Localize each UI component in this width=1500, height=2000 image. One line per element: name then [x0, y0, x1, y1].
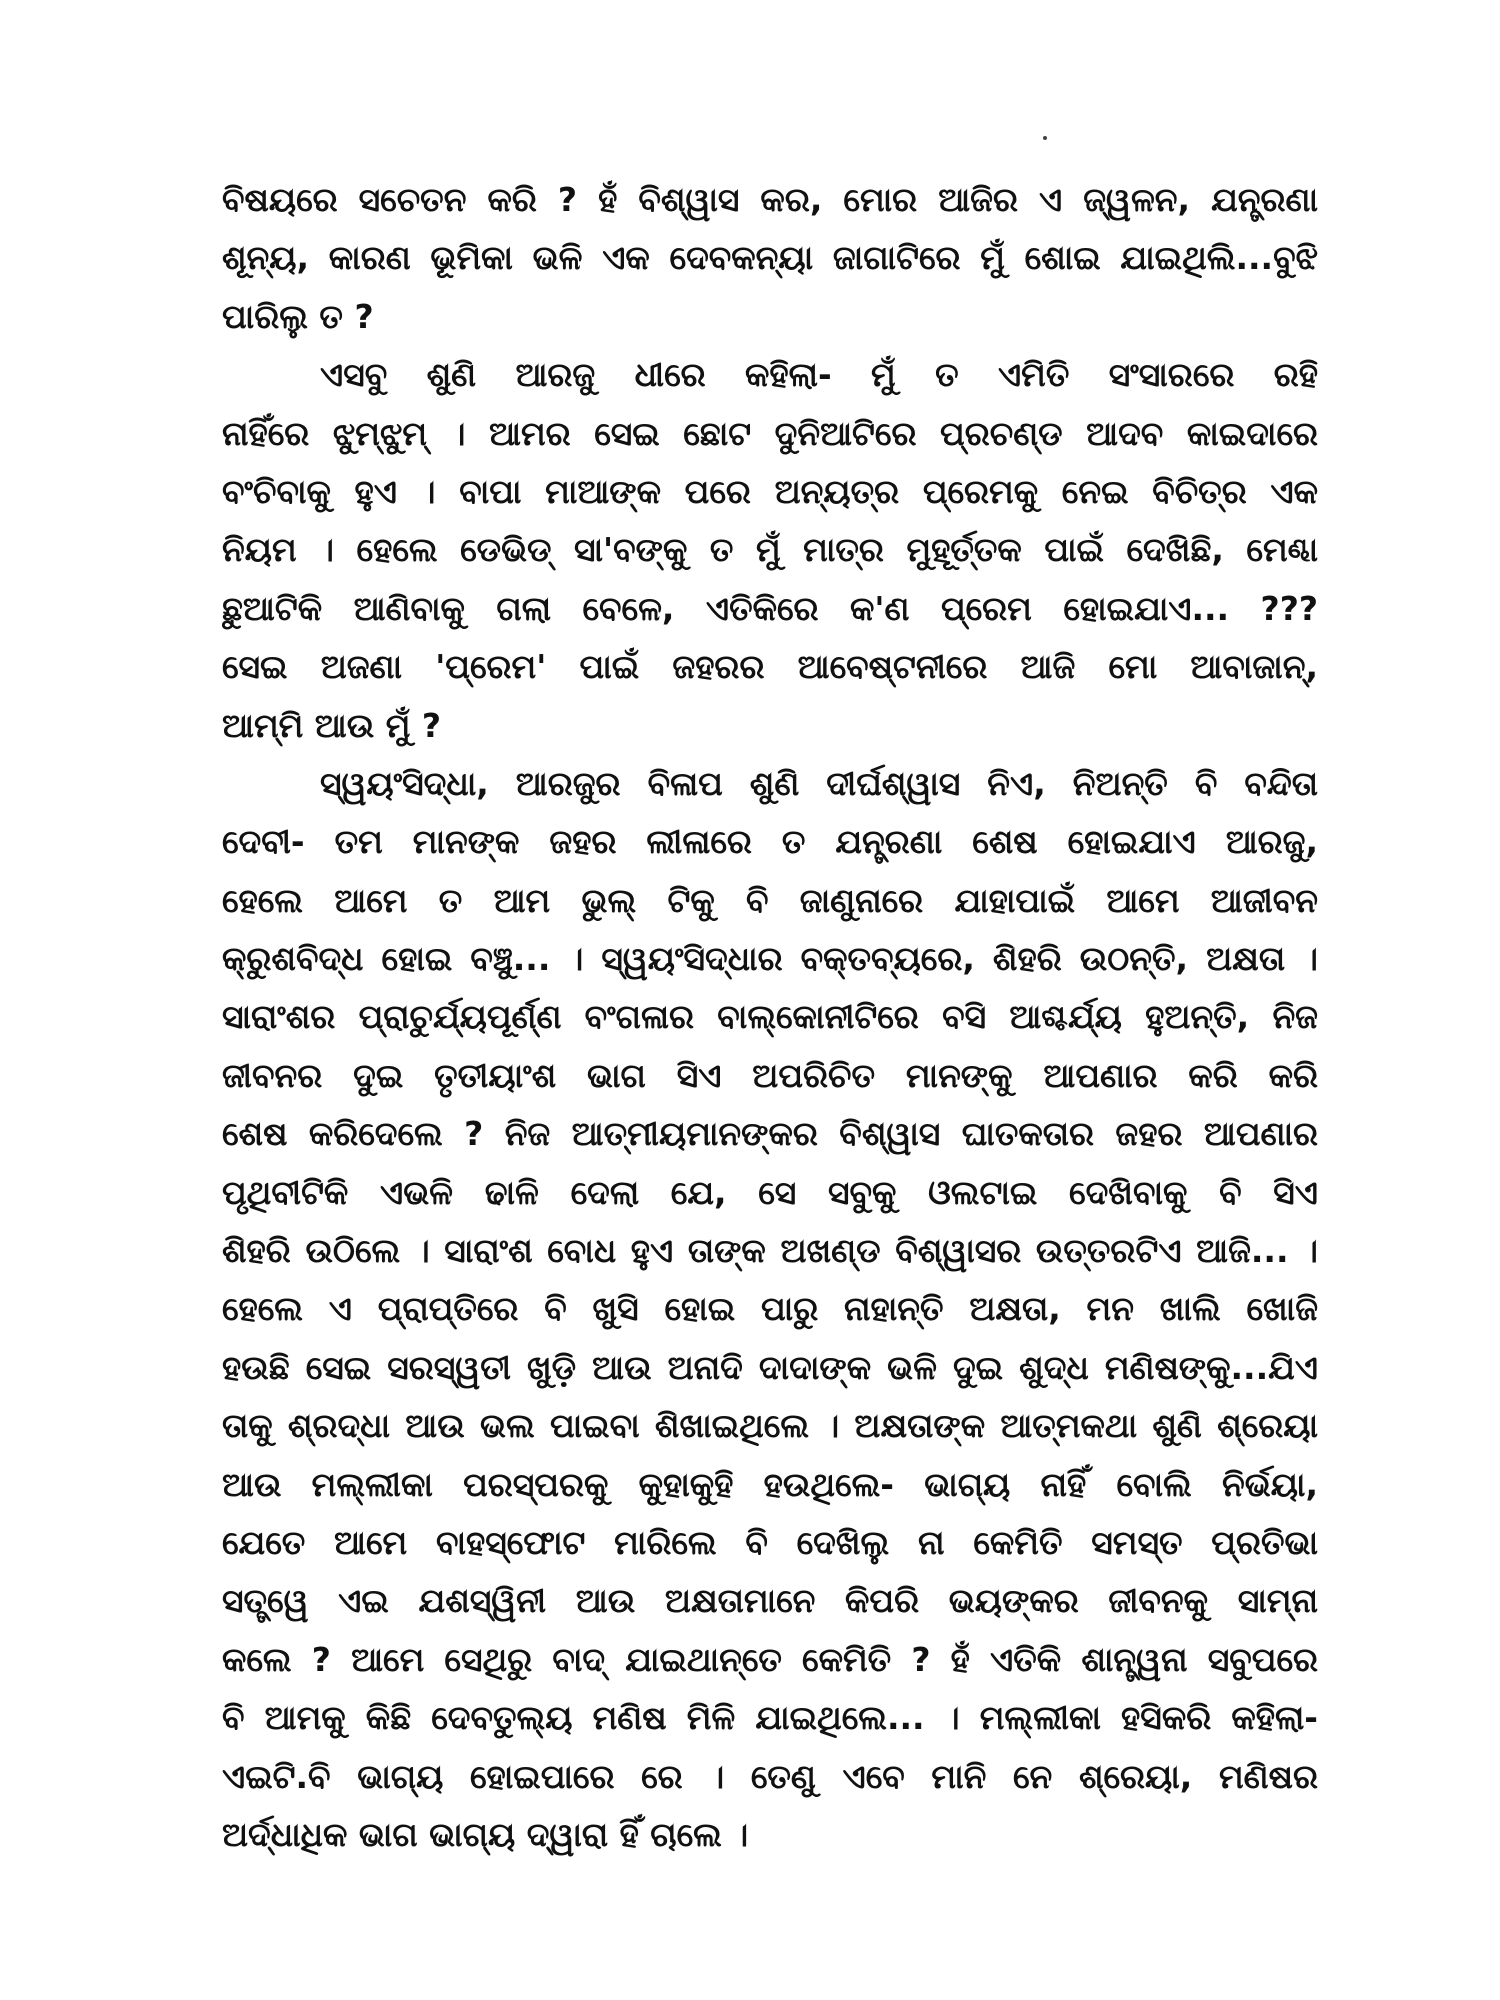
text-line: ଶେଷ କରିଦେଲେ ? ନିଜ ଆତ୍ମୀୟମାନଙ୍କର ବିଶ୍ୱାସ ଘାତକତାର ଜହର ଆପଣାର	[222, 1114, 1318, 1154]
text-line: ତାକୁ ଶ୍ରଦ୍ଧା ଆଉ ଭଲ ପାଇବା ଶିଖାଇଥିଲେ । ଅକ୍ଷତାଙ୍କ ଆତ୍ମକଥା ଶୁଣି ଶ୍ରେୟା	[222, 1406, 1318, 1446]
text-line: ଅର୍ଦ୍ଧାଧିକ ଭାଗ ଭାଗ୍ୟ ଦ୍ୱାରା ହିଁ ଚାଲେ ।	[222, 1814, 749, 1854]
text-line: ସତ୍ତ୍ୱେ ଏଇ ଯଶସ୍ୱିନୀ ଆଉ ଅକ୍ଷତାମାନେ କିପରି ଭୟଙ୍କର ଜୀବନକୁ ସାମ୍ନା	[222, 1581, 1318, 1621]
text-line: ବିଷୟରେ ସଚେତନ କରି ? ହଁ ବିଶ୍ୱାସ କର, ମୋର ଆଜିର ଏ ଜ୍ୱଳନ, ଯନ୍ତ୍ରଣା	[222, 180, 1318, 219]
page-speck	[1043, 136, 1047, 140]
text-line: ଜୀବନର ଦୁଇ ତୃତୀୟାଂଶ ଭାଗ ସିଏ ଅପରିଚିତ ମାନଙ୍କୁ ଆପଣାର କରି କରି	[222, 1055, 1318, 1095]
text-line: ଛୁଆଟିକି ଆଣିବାକୁ ଗଲା ବେଳେ, ଏତିକିରେ କ'ଣ ପ୍ରେମ ହୋଇଯାଏ... ???	[222, 588, 1318, 628]
text-line: ଏଇଟି.ବି ଭାଗ୍ୟ ହୋଇପାରେ ରେ । ତେଣୁ ଏବେ ମାନି ନେ ଶ୍ରେୟା, ମଣିଷର	[222, 1756, 1318, 1796]
text-line: ହେଲେ ଆମେ ତ ଆମ ଭୁଲ୍ ଟିକୁ ବି ଜାଣୁନାରେ ଯାହାପାଇଁ ଆମେ ଆଜୀବନ	[222, 880, 1318, 920]
text-line: ଆମ୍ମି ଆଉ ମୁଁ ?	[222, 705, 442, 745]
paragraph-start-line: ଏସବୁ ଶୁଣି ଆରଜୁ ଧୀରେ କହିଲା- ମୁଁ ତ ଏମିତି ସଂସାରରେ ରହି	[320, 355, 1318, 395]
text-line: ଶିହରି ଉଠିଲେ । ସାରାଂଶ ବୋଧ ହୁଏ ତାଙ୍କ ଅଖଣ୍ଡ ବିଶ୍ୱାସର ଉତ୍ତରଟିଏ ଆଜି... ।	[222, 1231, 1318, 1271]
text-line: ନାହିଁରେ ଝୁମ୍‌ଝୁମ୍ । ଆମର ସେଇ ଛୋଟ ଦୁନିଆଟିରେ ପ୍ରଚଣ୍ଡ ଆଦବ କାଇଦାରେ	[222, 413, 1318, 453]
text-line: ସେଇ ଅଜଣା 'ପ୍ରେମ' ପାଇଁ ଜହରର ଆବେଷ୍ଟନୀରେ ଆଜି ମୋ ଆବାଜାନ୍,	[222, 647, 1318, 687]
text-line: ବଂଚିବାକୁ ହୁଏ । ବାପା ମାଆଙ୍କ ପରେ ଅନ୍ୟତ୍ର ପ୍ରେମକୁ ନେଇ ବିଚିତ୍ର ଏକ	[222, 471, 1318, 511]
text-line: ସାରାଂଶର ପ୍ରାଚୁର୍ଯ୍ୟପୂର୍ଣ୍ଣ ବଂଗଳାର ବାଲ୍‌କୋନୀଟିରେ ବସି ଆଶ୍ଚର୍ଯ୍ୟ ହୁଅନ୍ତି, ନିଜ	[222, 997, 1318, 1037]
text-line: ପୃଥିବୀଟିକି ଏଭଳି ଢାଳି ଦେଲା ଯେ, ସେ ସବୁକୁ ଓଲଟାଇ ଦେଖିବାକୁ ବି ସିଏ	[222, 1172, 1318, 1212]
text-line: କଲେ ? ଆମେ ସେଥିରୁ ବାଦ୍ ଯାଇଥାନ୍ତେ କେମିତି ? ହଁ ଏତିକି ଶାନ୍ତ୍ୱନା ସବୁପରେ	[222, 1639, 1318, 1679]
text-line: ନିୟମ । ହେଲେ ଡେଭିଡ୍ ସା'ବଙ୍କୁ ତ ମୁଁ ମାତ୍ର ମୁହୂର୍ତ୍ତକ ପାଇଁ ଦେଖିଛି, ମେଣ୍ଢା	[222, 530, 1318, 570]
text-line: ପାରିଲୁ ତ ?	[222, 296, 374, 336]
body-text	[222, 171, 1318, 1864]
text-line: ହଉଛି ସେଇ ସରସ୍ୱତୀ ଖୁଡ଼ି ଆଉ ଅନାଦି ଦାଦାଙ୍କ ଭଳି ଦୁଇ ଶୁଦ୍ଧ ମଣିଷଙ୍କୁ...ଯିଏ	[222, 1347, 1318, 1387]
text-line: ଦେବୀ- ତମ ମାନଙ୍କ ଜହର ଲୀଳାରେ ତ ଯନ୍ତ୍ରଣା ଶେଷ ହୋଇଯାଏ ଆରଜୁ,	[222, 822, 1318, 862]
text-line: ବି ଆମକୁ କିଛି ଦେବତୁଲ୍ୟ ମଣିଷ ମିଳି ଯାଇଥିଲେ... । ମଲ୍ଲୀକା ହସିକରି କହିଲା-	[222, 1698, 1318, 1738]
text-line: କ୍ରୁଶବିଦ୍ଧ ହୋଇ ବଞ୍ଚୁ... । ସ୍ୱୟଂସିଦ୍ଧାର ବକ୍ତବ୍ୟରେ, ଶିହରି ଉଠନ୍ତି, ଅକ୍ଷତା ।	[222, 939, 1318, 979]
text-line: ହେଲେ ଏ ପ୍ରାପ୍ତିରେ ବି ଖୁସି ହୋଇ ପାରୁ ନାହାନ୍ତି ଅକ୍ଷତା, ମନ ଖାଲି ଖୋଜି	[222, 1289, 1318, 1329]
text-line: ଆଉ ମଲ୍ଲୀକା ପରସ୍ପରକୁ କୁହାକୁହି ହଉଥିଲେ- ଭାଗ୍ୟ ନାହିଁ ବୋଲି ନିର୍ଭୟା,	[222, 1464, 1318, 1504]
paragraph-start-line: ସ୍ୱୟଂସିଦ୍ଧା, ଆରଜୁର ବିଳାପ ଶୁଣି ଦୀର୍ଘଶ୍ୱାସ ନିଏ, ନିଅନ୍ତି ବି ବନ୍ଦିତା	[320, 763, 1318, 803]
text-line: ଯେତେ ଆମେ ବାହସ୍ଫୋଟ ମାରିଲେ ବି ଦେଖିଲୁ ନା କେମିତି ସମସ୍ତ ପ୍ରତିଭା	[222, 1522, 1318, 1562]
text-line: ଶୂନ୍ୟ, କାରଣ ଭୂମିକା ଭଳି ଏକ ଦେବକନ୍ୟା ଜାଗାଟିରେ ମୁଁ ଶୋଇ ଯାଇଥିଲି...ବୁଝି	[222, 238, 1318, 278]
